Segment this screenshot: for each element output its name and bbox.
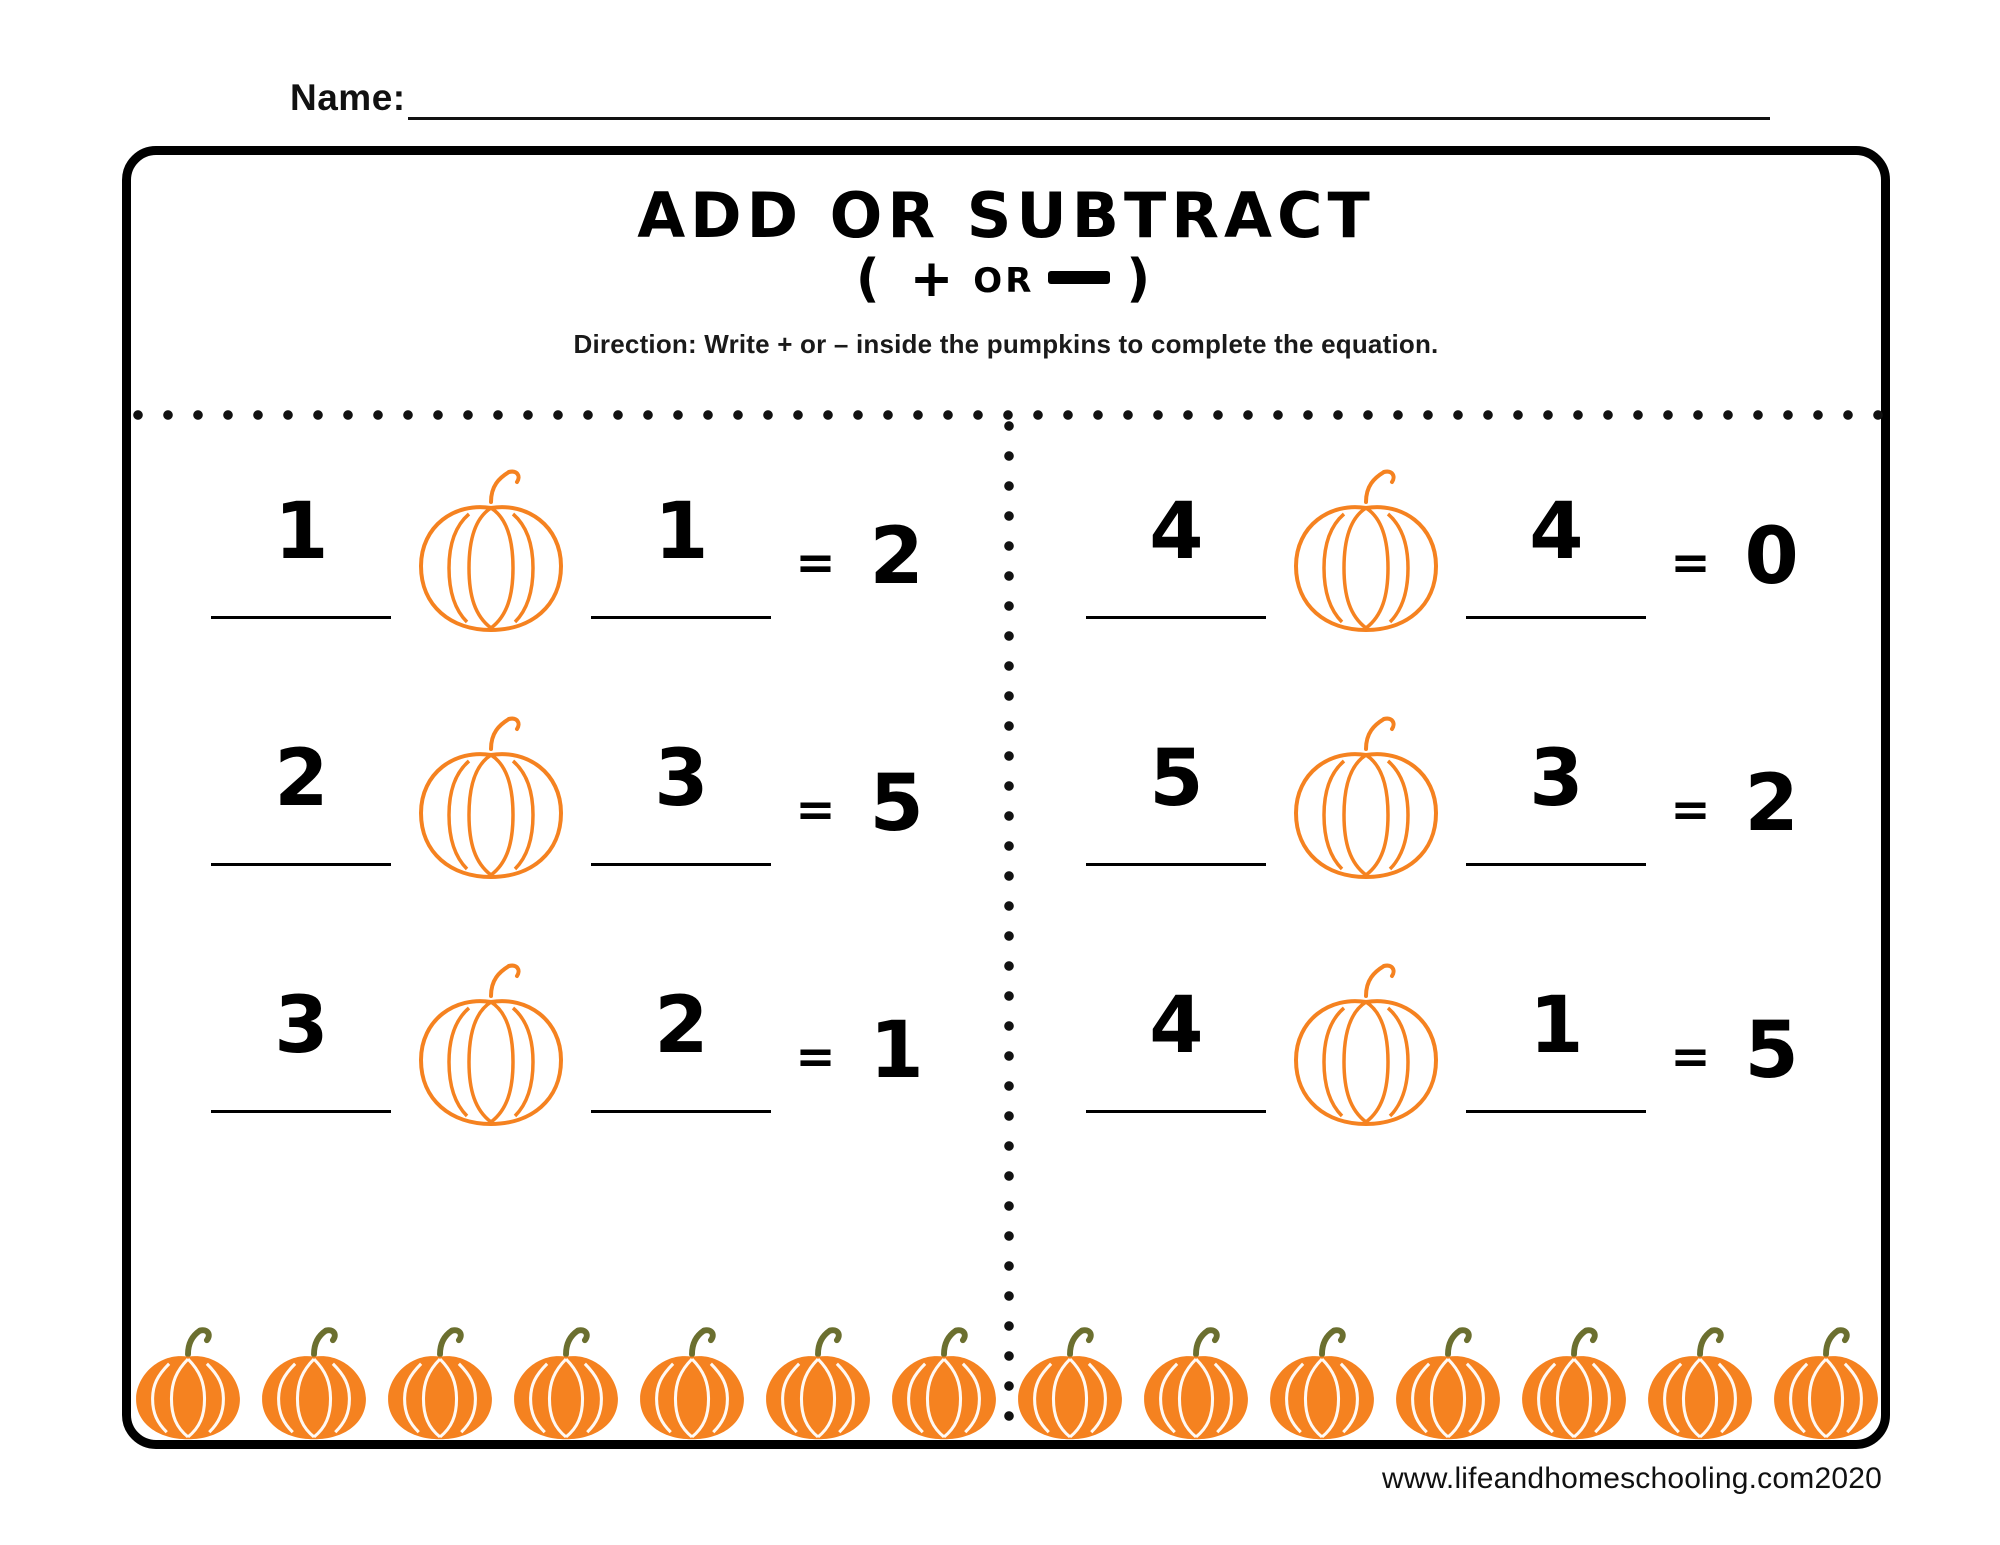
problem-row (1006, 678, 1881, 925)
operand-left-value: 3 (274, 980, 329, 1071)
problem-row (1006, 924, 1881, 1171)
result-value: 0 (1744, 512, 1799, 603)
pumpkin-filled-icon (507, 1326, 625, 1444)
pumpkin-filled-icon (381, 1326, 499, 1444)
operand-left-blank[interactable] (1080, 726, 1272, 876)
problem-row (131, 678, 1006, 925)
subtitle-open-paren-plus: ( + (855, 249, 960, 310)
operand-right-blank[interactable] (1460, 479, 1652, 629)
operand-right-value: 1 (1529, 980, 1584, 1071)
answer-line (1086, 616, 1266, 619)
operand-left-value: 4 (1149, 487, 1204, 578)
answer-line (1466, 616, 1646, 619)
name-row (290, 60, 1770, 120)
answer-line (211, 1110, 391, 1113)
operand-right-blank[interactable] (585, 479, 777, 629)
pumpkin-filled-icon (1389, 1326, 1507, 1444)
answer-line (591, 863, 771, 866)
equals-sign: = (1670, 781, 1711, 838)
pumpkin-outline-icon[interactable] (1266, 711, 1466, 891)
direction-text: Direction: Write + or – inside the pumpkins to complete the equation. (573, 328, 1439, 359)
pumpkin-filled-icon (129, 1326, 247, 1444)
pumpkin-outline-icon[interactable] (1266, 464, 1466, 644)
equals-sign: = (795, 1028, 836, 1085)
answer-line (1086, 863, 1266, 866)
result-value: 1 (869, 1005, 924, 1096)
operand-right-value: 2 (654, 980, 709, 1071)
worksheet-card (122, 146, 1890, 1449)
operand-right-value: 3 (1529, 733, 1584, 824)
operand-left-value: 2 (274, 733, 329, 824)
pumpkin-outline-icon[interactable] (391, 711, 591, 891)
pumpkin-filled-icon (1137, 1326, 1255, 1444)
minus-sign-icon (1048, 271, 1110, 284)
pumpkin-filled-icon (1515, 1326, 1633, 1444)
problem-row (1006, 431, 1881, 678)
subtitle-close-paren: ) (1126, 249, 1157, 310)
pumpkin-filled-icon (1641, 1326, 1759, 1444)
operand-right-blank[interactable] (1460, 973, 1652, 1123)
operand-right-blank[interactable] (1460, 726, 1652, 876)
operand-right-value: 1 (654, 487, 709, 578)
answer-line (1466, 863, 1646, 866)
operand-right-blank[interactable] (585, 726, 777, 876)
pumpkin-outline-icon[interactable] (1266, 958, 1466, 1138)
name-label: Name: (290, 77, 406, 118)
operand-left-blank[interactable] (205, 479, 397, 629)
pumpkin-filled-icon (255, 1326, 373, 1444)
worksheet-subtitle (131, 249, 1881, 310)
answer-line (1086, 1110, 1266, 1113)
result-value: 5 (1744, 1005, 1799, 1096)
pumpkin-filled-icon (1263, 1326, 1381, 1444)
answer-line (591, 616, 771, 619)
result-value: 2 (869, 512, 924, 603)
operand-left-value: 1 (274, 487, 329, 578)
pumpkin-filled-icon (1011, 1326, 1129, 1444)
operand-right-value: 4 (1529, 487, 1584, 578)
subtitle-or: OR (973, 261, 1035, 302)
pumpkin-border-strip (123, 1314, 1891, 1444)
result-value: 5 (869, 758, 924, 849)
result-value: 2 (1744, 758, 1799, 849)
operand-left-blank[interactable] (205, 726, 397, 876)
answer-line (1466, 1110, 1646, 1113)
operand-right-blank[interactable] (585, 973, 777, 1123)
name-input-line[interactable] (408, 78, 1770, 120)
problem-row (131, 431, 1006, 678)
equals-sign: = (795, 781, 836, 838)
answer-line (211, 863, 391, 866)
answer-line (591, 1110, 771, 1113)
pumpkin-filled-icon (759, 1326, 877, 1444)
operand-left-blank[interactable] (1080, 479, 1272, 629)
operand-right-value: 3 (654, 733, 709, 824)
footer-credit: www.lifeandhomeschooling.com2020 (1381, 1462, 1882, 1495)
pumpkin-outline-icon[interactable] (391, 958, 591, 1138)
answer-line (211, 616, 391, 619)
equals-sign: = (1670, 535, 1711, 592)
operand-left-blank[interactable] (205, 973, 397, 1123)
operand-left-value: 4 (1149, 980, 1204, 1071)
pumpkin-filled-icon (1767, 1326, 1885, 1444)
problem-grid (131, 431, 1881, 1171)
worksheet-title: ADD OR SUBTRACT (637, 179, 1375, 252)
pumpkin-filled-icon (633, 1326, 751, 1444)
pumpkin-outline-icon[interactable] (391, 464, 591, 644)
problem-row (131, 924, 1006, 1171)
operand-left-value: 5 (1149, 733, 1204, 824)
operand-left-blank[interactable] (1080, 973, 1272, 1123)
equals-sign: = (795, 535, 836, 592)
pumpkin-filled-icon (885, 1326, 1003, 1444)
equals-sign: = (1670, 1028, 1711, 1085)
